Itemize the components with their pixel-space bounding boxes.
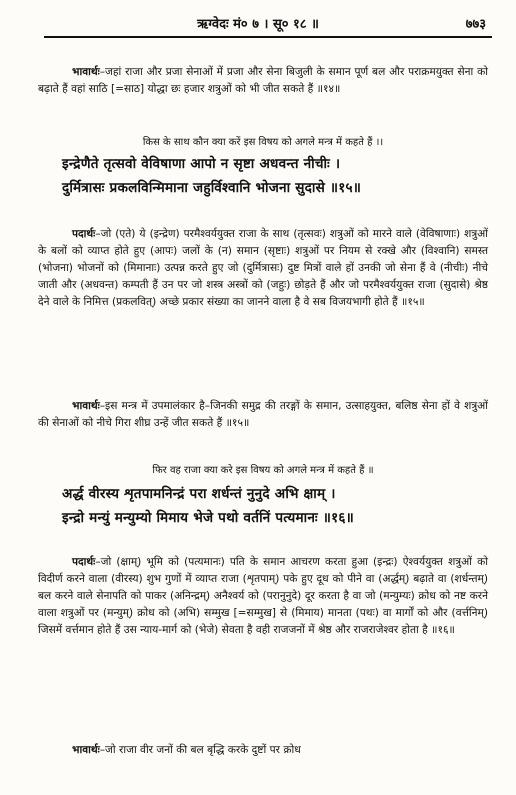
section-label: भावार्थः [72,400,100,412]
intro-text: किस के साथ कौन क्या करें इस विषय को अगले मन्त्र में कहते हैं ।। [142,137,384,148]
mantra-15 [62,152,482,200]
section-label: पदार्थः [72,556,96,568]
bhavartha-15 [38,398,488,432]
header-rule [44,36,492,38]
section-label: भावार्थः [72,66,100,78]
mantra-line-2: इन्द्रो मन्युं मन्युम्यो मिमाय भेजे पथो वर्तनिं पत्यमानः ॥१६॥ [62,510,354,526]
mantra-16 [62,482,482,530]
padartha-15 [38,226,488,311]
padartha-16 [38,554,488,639]
page-header [0,6,516,38]
section-text: –इस मन्त्र में उपमालंकार है–जिनकी समुद्र की तरङ्गों के समान, उत्साहयुक्त, बलिष्ठ सेना हों वे शत्रुओं की सेनाओं को नीचे गिरा शीघ्र उन्हें जीत सकते हैं ॥१५॥ [38,400,488,429]
section-text: –जो (एते) ये (इन्द्रेण) परमैश्वर्ययुक्त राजा के साथ (तृत्सवः) शत्रुओं को मारने वाले (वेविषाणाः) शत्रुओं के बलों को व्याप्त होते हुए (आपः) जलों के (न) समान (सृष्टाः) शत्रुओं पर नियम से रक्खे और (विश्वानि) समस्त (भोजना) भोजनों को (मिमानाः) उत्पन्न करते हुए जो (दुर्मित्रासः) दुष्ट मित्रों वाले हों उनकी जो सेना हैं वे (नीचीः) नीचे जाती और (अधवन्त) कम्पती हैं उन पर जो शस्त्र अस्त्रों को (जहुः) छोड़ते हैं और जो परमैश्वर्ययुक्त राजा (सुदासे) श्रेष्ठ देने वाले के निमित्त (प्रकलवित्) अच्छे प्रकार संख्या का जानने वाला है वे सब विजयभागी होते हैं ॥१५॥ [38,228,488,308]
section-label: भावार्थः [72,744,100,756]
mantra-intro-15 [38,134,488,151]
mantra-line-2: दुर्मित्रासः प्रकलविन्मिमाना जहुर्विश्वानि भोजना सुदासे ॥१५॥ [62,180,362,196]
running-head: ऋग्वेदः मं० ७ । सू० १८ ॥ [197,17,319,32]
section-text: –जहां राजा और प्रजा सेनाओं में प्रजा और सेना बिजुली के समान पूर्ण बल और पराक्रमयुक्त सेना को बढ़ाते हैं वहां साठि [=साठ] योद्धा छः हजार शत्रुओं को भी जीत सकते हैं ॥१४॥ [38,66,488,95]
intro-text: फिर वह राजा क्या करे इस विषय को अगले मन्त्र में कहते हैं ॥ [152,465,374,476]
mantra-intro-16 [38,462,488,479]
section-text: –जो (क्षाम्) भूमि को (पत्यमानः) पति के समान आचरण करता हुआ (इन्द्रः) ऐश्वर्ययुक्त शत्रुओं को विदीर्ण करने वाला (वीरस्य) शुभ गुणों में व्याप्त राजा (शृतपाम्) पके हुए दूध को पीने वा (अर्द्धम्) बढ़ाते वा (शर्धन्तम्) बल करने वाले सेनापति को पाकर (अनिन्द्रम्) अनैश्वर्य को (परानुनुदे) दूर करता है वा जो (मन्युम्यः) क्रोध को नष्ट करने वाला शत्रुओं पर (मन्युम्) क्रोध को (अभि) सम्मुख [=सम्मुख] से (मिमाय) मानता (पथः) वा मार्गों को और (वर्त्तनिम्) जिसमें वर्त्तमान होते हैं उस न्याय-मार्ग को (भेजे) सेवता है वही राजजनों में श्रेष्ठ और राजराजेश्वर होता है ॥१६॥ [38,556,488,636]
section-label: पदार्थः [72,228,96,240]
mantra-line-1: इन्द्रेणैते तृत्सवो वेविषाणा आपो न सृष्टा अधवन्त नीचीः । [62,156,341,172]
bhavartha-14 [38,64,488,98]
page-number: ७७३ [465,17,486,32]
bhavartha-16 [38,742,488,759]
section-text: –जो राजा वीर जनों की बल बृद्धि करके दुष्टों पर क्रोध [99,744,301,756]
mantra-line-1: अर्द्ध वीरस्य शृतपामनिन्द्रं परा शर्धन्तं नुनुदे अभि क्षाम् । [62,486,336,502]
